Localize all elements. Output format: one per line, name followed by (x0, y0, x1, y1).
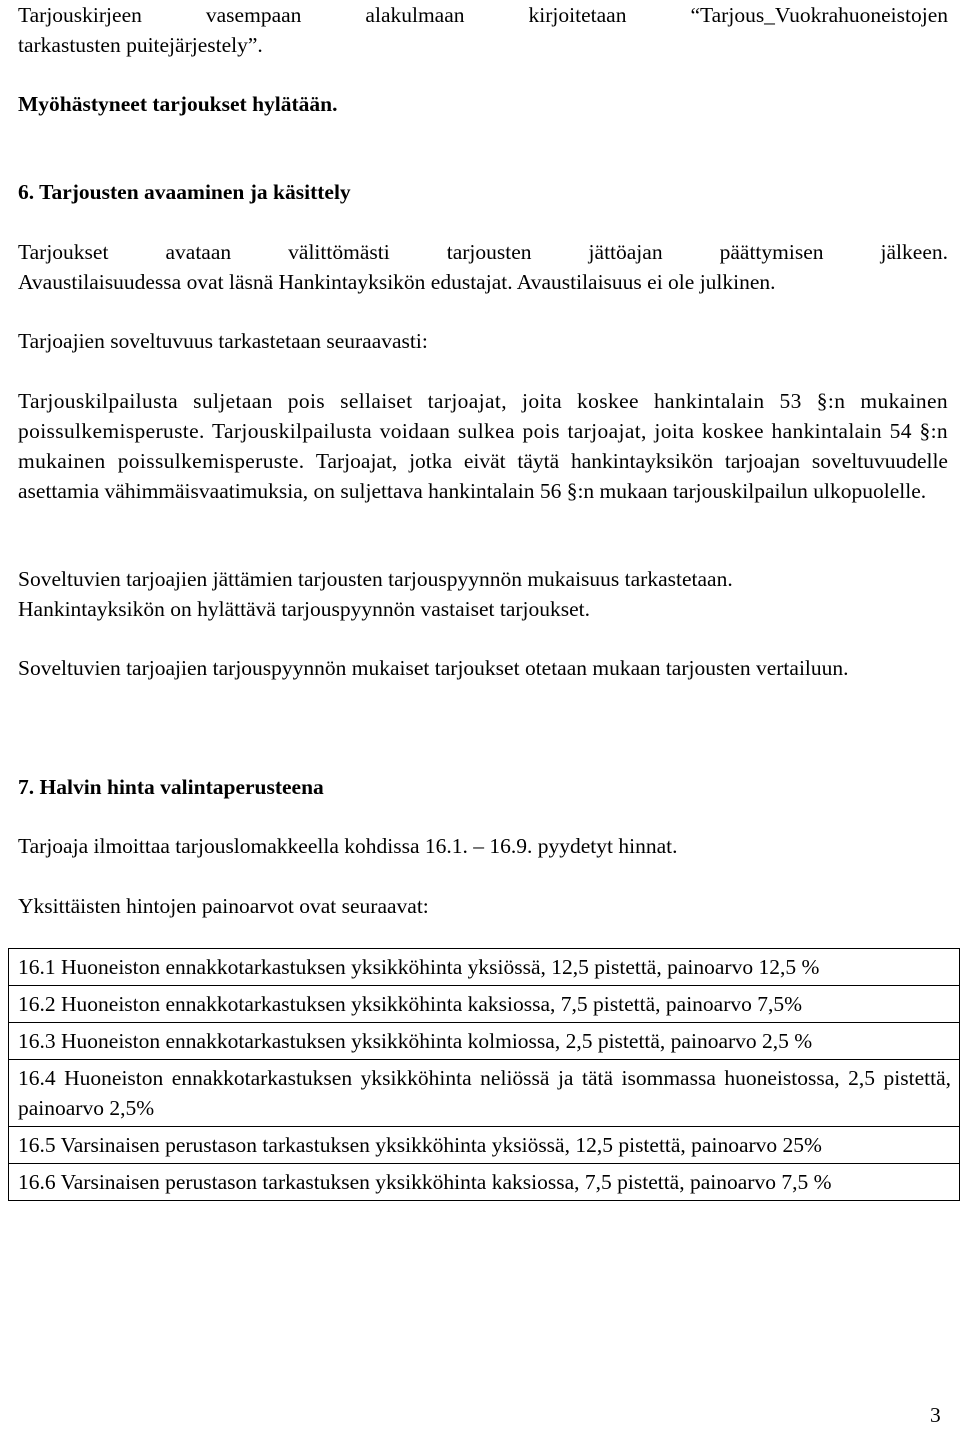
weight-cell-16-3: 16.3 Huoneiston ennakkotarkastuksen yksikköhinta kolmiossa, 2,5 pistettä, painoarvo 2,5 % (9, 1023, 960, 1060)
exclusion-text: Tarjouskilpailusta suljetaan pois sellaiset tarjoajat, joita koskee hankintalain 53 §:n mukainen poissulkemisperuste. Tarjouskilpailusta voidaan sulkea pois tarjoajat, joita koskee hankintalain 54 §:n mukainen poissulkemisperuste. (18, 389, 948, 473)
opening-line-1: Tarjoukset avataan välittömästi tarjousten jättöajan päättymisen jälkeen. (18, 240, 948, 264)
suitability-intro: Tarjoajien soveltuvuus tarkastetaan seuraavasti: (18, 329, 428, 353)
table-row (9, 1127, 960, 1164)
exclusion-paragraph (18, 386, 948, 506)
weight-cell-16-4: 16.4 Huoneiston ennakkotarkastuksen yksikköhinta neliössä ja tätä isommassa huoneistossa, 2,5 pistettä, painoarvo 2,5% (9, 1060, 960, 1127)
late-offers-notice: Myöhästyneet tarjoukset hylätään. (18, 92, 338, 116)
table-row (9, 986, 960, 1023)
page-number: 3 (930, 1403, 941, 1427)
weight-cell-16-2: 16.2 Huoneiston ennakkotarkastuksen yksikköhinta kaksiossa, 7,5 pistettä, painoarvo 7,5% (9, 986, 960, 1023)
intro-line-2: tarkastusten puitejärjestely”. (18, 33, 263, 57)
table-row (9, 949, 960, 986)
conformity-line-1: Soveltuvien tarjoajien jättämien tarjousten tarjouspyynnön mukaisuus tarkastetaan. (18, 567, 733, 591)
opening-line-2: Avaustilaisuudessa ovat läsnä Hankintayksikön edustajat. Avaustilaisuus ei ole julkinen. (18, 270, 776, 294)
weight-cell-16-6: 16.6 Varsinaisen perustason tarkastuksen yksikköhinta kaksiossa, 7,5 pistettä, painoarvo 7,5 % (9, 1164, 960, 1201)
table-row (9, 1060, 960, 1127)
weight-cell-16-1: 16.1 Huoneiston ennakkotarkastuksen yksikköhinta yksiössä, 12,5 pistettä, painoarvo 12,5 % (9, 949, 960, 986)
prices-paragraph: Tarjoaja ilmoittaa tarjouslomakkeella kohdissa 16.1. – 16.9. pyydetyt hinnat. (18, 834, 678, 858)
comparison-paragraph: Soveltuvien tarjoajien tarjouspyynnön mukaiset tarjoukset otetaan mukaan tarjousten vertailuun. (18, 656, 849, 680)
weights-intro: Yksittäisten hintojen painoarvot ovat seuraavat: (18, 894, 429, 918)
section-6-heading: 6. Tarjousten avaaminen ja käsittely (18, 180, 351, 204)
intro-line-1: Tarjouskirjeen vasempaan alakulmaan kirjoitetaan “Tarjous_Vuokrahuoneistojen (18, 3, 948, 27)
table-row (9, 1164, 960, 1201)
weights-table (8, 948, 960, 1201)
weight-cell-16-5: 16.5 Varsinaisen perustason tarkastuksen yksikköhinta yksiössä, 12,5 pistettä, painoarvo 25% (9, 1127, 960, 1164)
section-7-heading: 7. Halvin hinta valintaperusteena (18, 775, 324, 799)
conformity-line-2: Hankintayksikön on hylättävä tarjouspyynnön vastaiset tarjoukset. (18, 597, 591, 621)
minimum-requirements-text: Tarjoajat, jotka eivät täytä hankintayksikön tarjoajan soveltuvuudelle asettamia vähimmäisvaatimuksia, on suljettava hankintalain 56 §:n mukaan tarjouskilpailun ulkopuolelle. (18, 449, 948, 503)
table-row (9, 1023, 960, 1060)
